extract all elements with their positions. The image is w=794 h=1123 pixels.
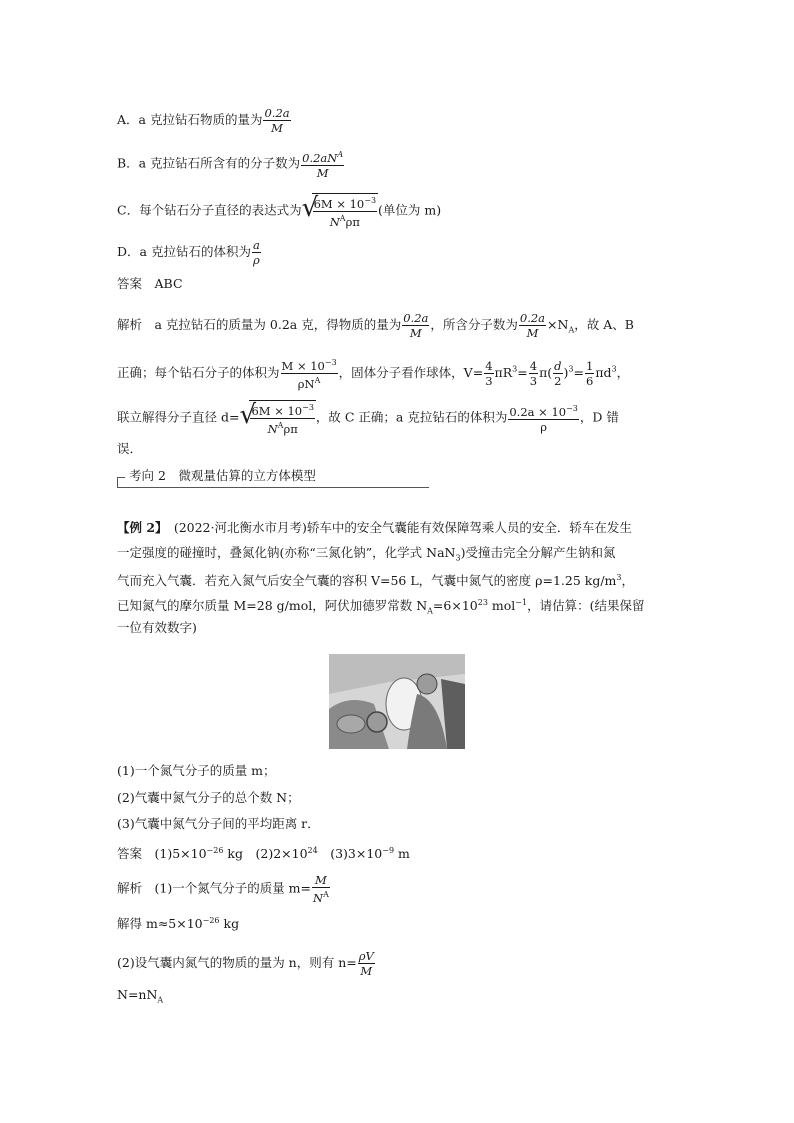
- example-2-line-3: 气而充入气囊．若充入氮气后安全气囊的容积 V=56 L，气囊中氮气的密度 ρ=1.25 $kg/m^3$，: [117, 573, 635, 589]
- analysis-line-4: 误．: [117, 441, 143, 456]
- analysis-2-line-3: (2)设气囊内氮气的物质的量为 n，则有 n= $\frac{\rho V}{M}$: [117, 949, 374, 978]
- example-2-line-1: 【例 2】 (2022·河北衡水市月考)轿车中的安全气囊能有效保障驾乘人员的安全．轿车在发生: [117, 520, 632, 535]
- option-d: D．a 克拉钻石的体积为 $\frac{a}{\rho}$: [117, 238, 260, 267]
- example-2-line-2: 一定强度的碰撞时，叠氮化钠(亦称“三氮化钠”，化学式 NaN$_3$)受撞击完全分解产生钠和氮: [117, 545, 616, 563]
- analysis-line-3: 联立解得分子直径 d= √ $\frac{6M \times 10^{-3}}{N^A\rho\pi}$ ，故 C 正确；a 克拉钻石的体积为 $\frac{0.2a \times 10^{-3}}{\rho}$ ，D 错: [117, 400, 619, 436]
- option-a: A．a 克拉钻石物质的量为 $\frac{0.2a}{M}$: [117, 106, 290, 135]
- example-2-line-5: 一位有效数字): [117, 620, 197, 635]
- question-1: (1)一个氮气分子的质量 m；: [117, 763, 276, 778]
- question-3: (3)气囊中氮气分子间的平均距离 r．: [117, 816, 320, 831]
- sqrt-expression: √ $\frac{6M \times 10^{-3}}{N^A\rho\pi}$: [301, 193, 377, 229]
- answer-line: 答案 ABC: [117, 276, 183, 291]
- question-2: (2)气囊中氮气分子的总个数 N；: [117, 790, 300, 805]
- example-2-line-4: 已知氮气的摩尔质量 M=28 g/mol，阿伏加德罗常数 $N_A=6\times 10^{23}$ mol$^{-1}$，请估算：(结果保留: [117, 598, 645, 616]
- analysis-line-2: 正确；每个钻石分子的体积为 $\frac{M \times 10^{-3}}{\rho N^A}$ ，固体分子看作球体，V= $\frac{4}{3}$ $\pi R^3=$ $\frac{4}{3}$ π( $\frac{d}{2}$ )$^3$= $\frac{1}{6}$ $\pi d^3$，: [117, 358, 630, 391]
- airbag-illustration: [329, 654, 465, 749]
- section-heading: 考向 2 微观量估算的立方体模型: [117, 467, 429, 487]
- analysis-line-1: 解析 a 克拉钻石的质量为 0.2a 克，得物质的量为 $\frac{0.2a}{M}$ ，所含分子数为 $\frac{0.2a}{M}$ $\times N_A$，故 A、B: [117, 311, 634, 340]
- analysis-2-line-2: 解得 $m\approx 5\times 10^{-26}$ kg: [117, 916, 240, 932]
- answer-line-2: 答案 $(1)5\times 10^{-26}$ kg $(2)2\times 10^{24}$ $(3)3\times 10^{-9}$ m: [117, 846, 410, 862]
- fraction: $\frac{a}{\rho}$: [252, 238, 260, 267]
- analysis-2-line-1: 解析 (1)一个氮气分子的质量 m= $\frac{M}{N^A}$: [117, 873, 329, 905]
- example-tag: 【例 2】: [117, 520, 162, 535]
- option-b: B．a 克拉钻石所含有的分子数为 $\frac{0.2aN^A}{M}$: [117, 150, 344, 180]
- fraction: $\frac{0.2a}{M}$: [264, 106, 290, 135]
- option-c: C．每个钻石分子直径的表达式为 √ $\frac{6M \times 10^{-3}}{N^A\rho\pi}$ (单位为 m): [117, 193, 442, 229]
- fraction: $\frac{0.2aN^A}{M}$: [302, 150, 344, 180]
- analysis-2-line-4: $N=nN_A$: [117, 987, 164, 1005]
